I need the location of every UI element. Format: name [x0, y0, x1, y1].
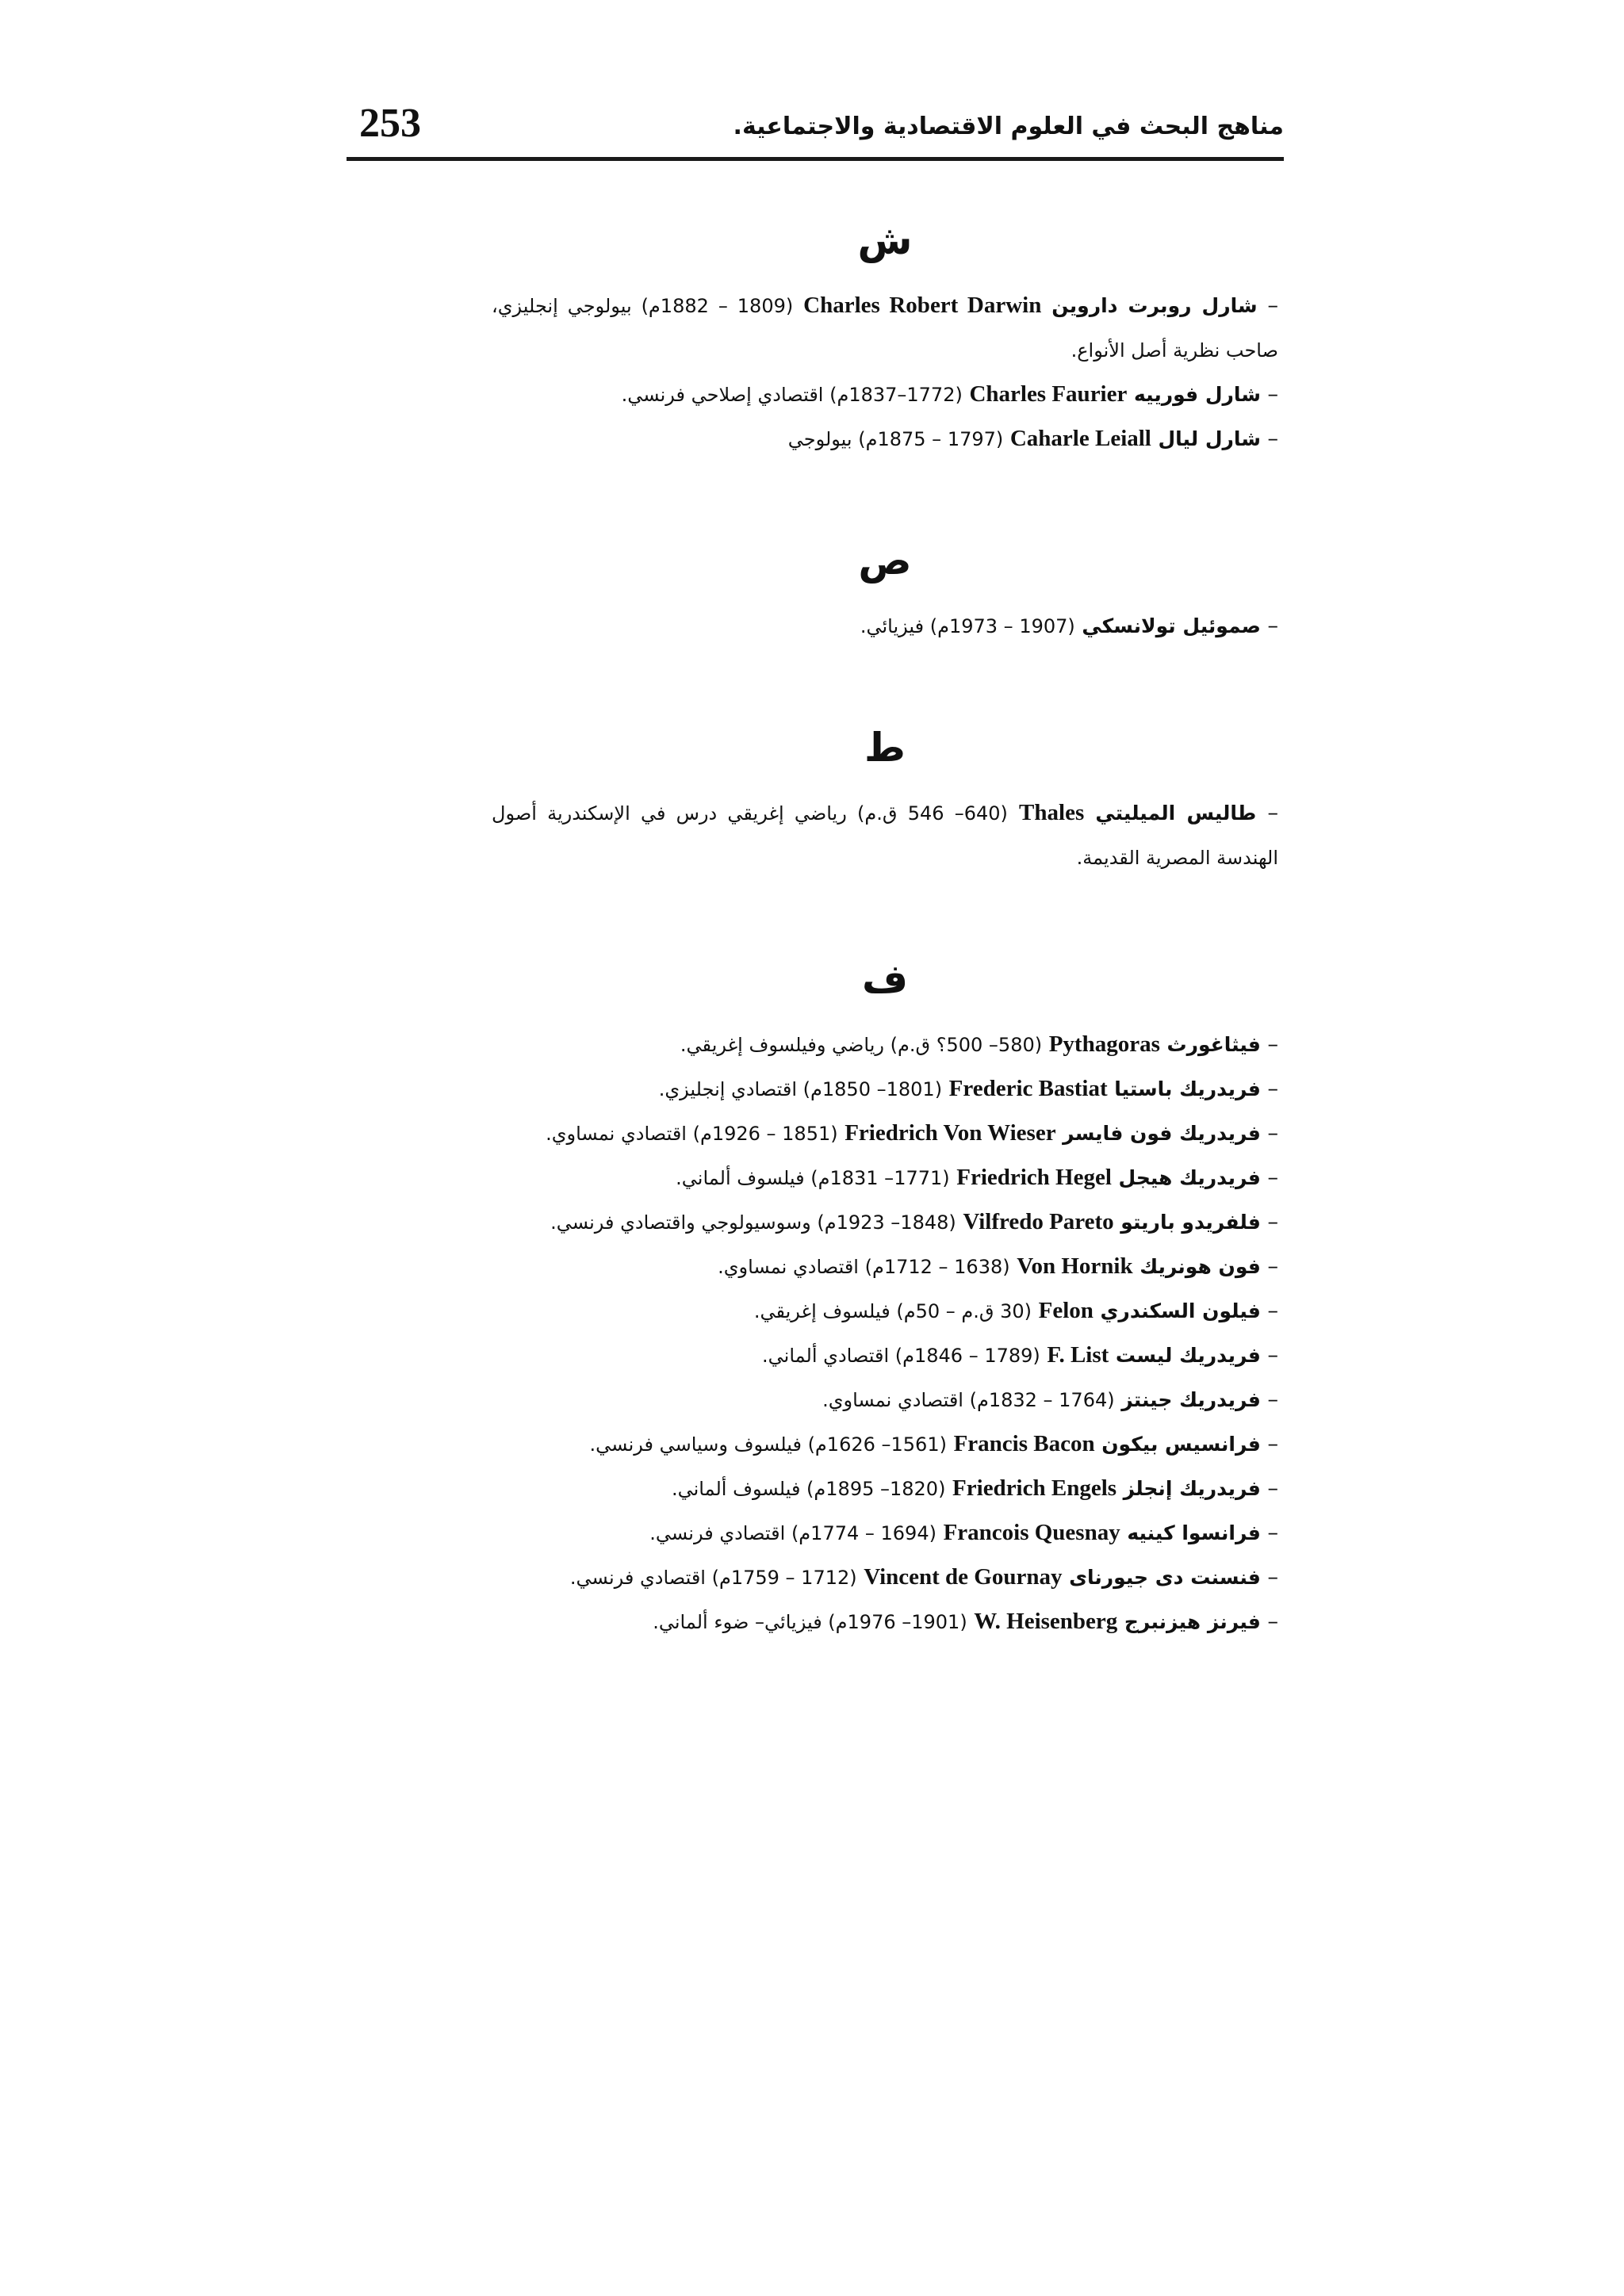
entry-latin-name: Francois Quesnay [943, 1520, 1120, 1545]
entry-arabic-name: طاليس الميليتي [1095, 802, 1257, 825]
list-item: – صموئيل تولانسكي (1907 – 1973م) فيزيائي. [860, 614, 1278, 638]
glossary-content [492, 212, 1278, 1716]
entry-arabic-name: فريدريك هيجل [1118, 1166, 1261, 1189]
entry-detail: (30 ق.م – 50م) فيلسوف إغريقي. [753, 1300, 1032, 1322]
entry-latin-name: Vilfredo Pareto [963, 1209, 1114, 1234]
entry-detail: (1771– 1831م) فيلسوف ألماني. [676, 1167, 950, 1189]
entry-latin-name: Thales [1019, 800, 1085, 825]
entry-latin-name: Friedrich Hegel [956, 1165, 1112, 1190]
section-sheen [492, 212, 1278, 461]
entry-latin-name: Francis Bacon [953, 1431, 1095, 1456]
section-letter: ف [861, 956, 909, 1002]
section-letter: ط [864, 725, 906, 771]
entry-arabic-name: فرانسيس بيكون [1101, 1433, 1261, 1456]
page-number: 253 [359, 101, 421, 146]
list-item: – شارل روبرت داروين Charles Robert Darwin (1809 – 1882م) بيولوجي إنجليزي، صاحب نظرية أصل الأنواع. [492, 293, 1278, 362]
list-item: – فيرنز هيزنبرج W. Heisenberg (1901– 1976م) فيزيائي– ضوء ألماني. [653, 1609, 1278, 1634]
entry-detail: (1694 – 1774م) اقتصادي فرنسي. [649, 1522, 936, 1544]
list-item: – شارل فورييه Charles Faurier (1772–1837م) اقتصادي إصلاحي فرنسي. [621, 381, 1278, 407]
list-item: – فريدريك إنجلز Friedrich Engels (1820– 1895م) فيلسوف ألماني. [671, 1475, 1278, 1501]
entry-arabic-name: فرانسوا كينيه [1127, 1521, 1261, 1544]
list-item: – فنسنت دى جيورناى Vincent de Gournay (1712 – 1759م) اقتصادي فرنسي. [569, 1564, 1278, 1590]
list-item: – فريدريك باستيا Frederic Bastiat (1801– 1850م) اقتصادي إنجليزي. [658, 1076, 1278, 1101]
section-saad [492, 533, 1278, 649]
entry-arabic-name: فيرنز هيزنبرج [1124, 1610, 1261, 1633]
entry-arabic-name: فريدريك ليست [1115, 1344, 1261, 1367]
entry-detail: (1907 – 1973م) فيزيائي. [860, 615, 1075, 637]
entry-detail: (1764 – 1832م) اقتصادي نمساوي. [822, 1389, 1115, 1411]
entry-arabic-name: صموئيل تولانسكي [1082, 614, 1261, 637]
section-letter: ص [858, 538, 912, 584]
list-item: – فرانسيس بيكون Francis Bacon (1561– 1626م) فيلسوف وسياسي فرنسي. [589, 1431, 1278, 1456]
entry-latin-name: Vincent de Gournay [864, 1564, 1063, 1590]
entry-arabic-name: فريدريك جينتز [1121, 1388, 1261, 1411]
entry-detail: (1848– 1923م) وسوسيولوجي واقتصادي فرنسي. [550, 1211, 956, 1234]
list-item: – فريدريك جينتز (1764 – 1832م) اقتصادي نمساوي. [822, 1387, 1278, 1412]
entry-latin-name: Frederic Bastiat [948, 1076, 1108, 1101]
entry-detail: (640– 546 ق.م) رياضي إغريقي درس في الإسكندرية أصول الهندسة المصرية القديمة. [492, 802, 1278, 869]
entry-detail: (1789 – 1846م) اقتصادي ألماني. [762, 1345, 1040, 1367]
list-item: – فيلون السكندري Felon (30 ق.م – 50م) فيلسوف إغريقي. [753, 1298, 1278, 1323]
entry-detail: (1712 – 1759م) اقتصادي فرنسي. [569, 1567, 857, 1589]
list-item: – فرانسوا كينيه Francois Quesnay (1694 – 1774م) اقتصادي فرنسي. [649, 1520, 1278, 1545]
entry-latin-name: Charles Faurier [969, 381, 1128, 407]
list-item: – شارل ليال Caharle Leiall (1797 – 1875م) بيولوجي [787, 426, 1278, 451]
entry-detail: (1801– 1850م) اقتصادي إنجليزي. [658, 1078, 943, 1100]
entry-detail: (1809 – 1882م) بيولوجي إنجليزي، صاحب نظرية أصل الأنواع. [492, 295, 1278, 362]
list-item: – فون هونريك Von Hornik (1638 – 1712م) اقتصادي نمساوي. [718, 1253, 1278, 1279]
page-header [347, 94, 1284, 161]
entry-detail: (580– 500؟ ق.م) رياضي وفيلسوف إغريقي. [680, 1034, 1043, 1056]
entry-arabic-name: فون هونريك [1139, 1255, 1261, 1278]
entry-latin-name: Felon [1038, 1298, 1094, 1323]
list-item: – فريدريك هيجل Friedrich Hegel (1771– 1831م) فيلسوف ألماني. [676, 1165, 1278, 1190]
entry-latin-name: Charles Robert Darwin [803, 293, 1042, 318]
entry-arabic-name: فيلون السكندري [1100, 1299, 1261, 1322]
entry-arabic-name: شارل روبرت داروين [1051, 294, 1258, 317]
list-item: – فريدريك فون فايسر Friedrich Von Wieser (1851 – 1926م) اقتصادي نمساوي. [546, 1120, 1278, 1146]
entry-detail: (1797 – 1875م) بيولوجي [787, 428, 1004, 450]
entry-arabic-name: فيثاغورث [1166, 1033, 1261, 1056]
entry-detail: (1561– 1626م) فيلسوف وسياسي فرنسي. [589, 1433, 947, 1456]
list-item: – طاليس الميليتي Thales (640– 546 ق.م) رياضي إغريقي درس في الإسكندرية أصول الهندسة المصرية القديمة. [492, 800, 1279, 869]
entry-latin-name: Caharle Leiall [1009, 426, 1151, 451]
entry-detail: (1638 – 1712م) اقتصادي نمساوي. [718, 1256, 1010, 1278]
running-title: مناهج البحث في العلوم الاقتصادية والاجتماعية. [733, 113, 1284, 140]
entry-latin-name: Von Hornik [1017, 1253, 1133, 1279]
entry-latin-name: Friedrich Engels [952, 1475, 1117, 1501]
entry-detail: (1851 – 1926م) اقتصادي نمساوي. [546, 1123, 838, 1145]
entry-arabic-name: فريدريك باستيا [1114, 1077, 1261, 1100]
entry-arabic-name: فنسنت دى جيورناى [1069, 1566, 1261, 1589]
list-item: – فيثاغورث Pythagoras (580– 500؟ ق.م) رياضي وفيلسوف إغريقي. [680, 1031, 1278, 1057]
entry-detail: (1820– 1895م) فيلسوف ألماني. [671, 1478, 946, 1500]
section-letter: ش [857, 217, 913, 263]
entry-detail: (1772–1837م) اقتصادي إصلاحي فرنسي. [621, 384, 963, 406]
entry-arabic-name: فريدريك فون فايسر [1063, 1122, 1261, 1145]
entry-latin-name: Friedrich Von Wieser [845, 1120, 1056, 1146]
entry-arabic-name: فلفريدو باريتو [1120, 1211, 1261, 1234]
section-faa [492, 951, 1278, 1644]
list-item: – فلفريدو باريتو Vilfredo Pareto (1848– 1923م) وسوسيولوجي واقتصادي فرنسي. [550, 1209, 1278, 1234]
entry-arabic-name: شارل ليال [1158, 427, 1261, 450]
entry-arabic-name: فريدريك إنجلز [1123, 1477, 1261, 1500]
entry-latin-name: F. List [1047, 1342, 1109, 1368]
entry-latin-name: Pythagoras [1048, 1031, 1160, 1057]
entry-latin-name: W. Heisenberg [974, 1609, 1118, 1634]
entry-detail: (1901– 1976م) فيزيائي– ضوء ألماني. [653, 1611, 967, 1633]
list-item: – فريدريك ليست F. List (1789 – 1846م) اقتصادي ألماني. [762, 1342, 1278, 1368]
section-taa [492, 720, 1278, 880]
entry-arabic-name: شارل فورييه [1133, 383, 1261, 406]
